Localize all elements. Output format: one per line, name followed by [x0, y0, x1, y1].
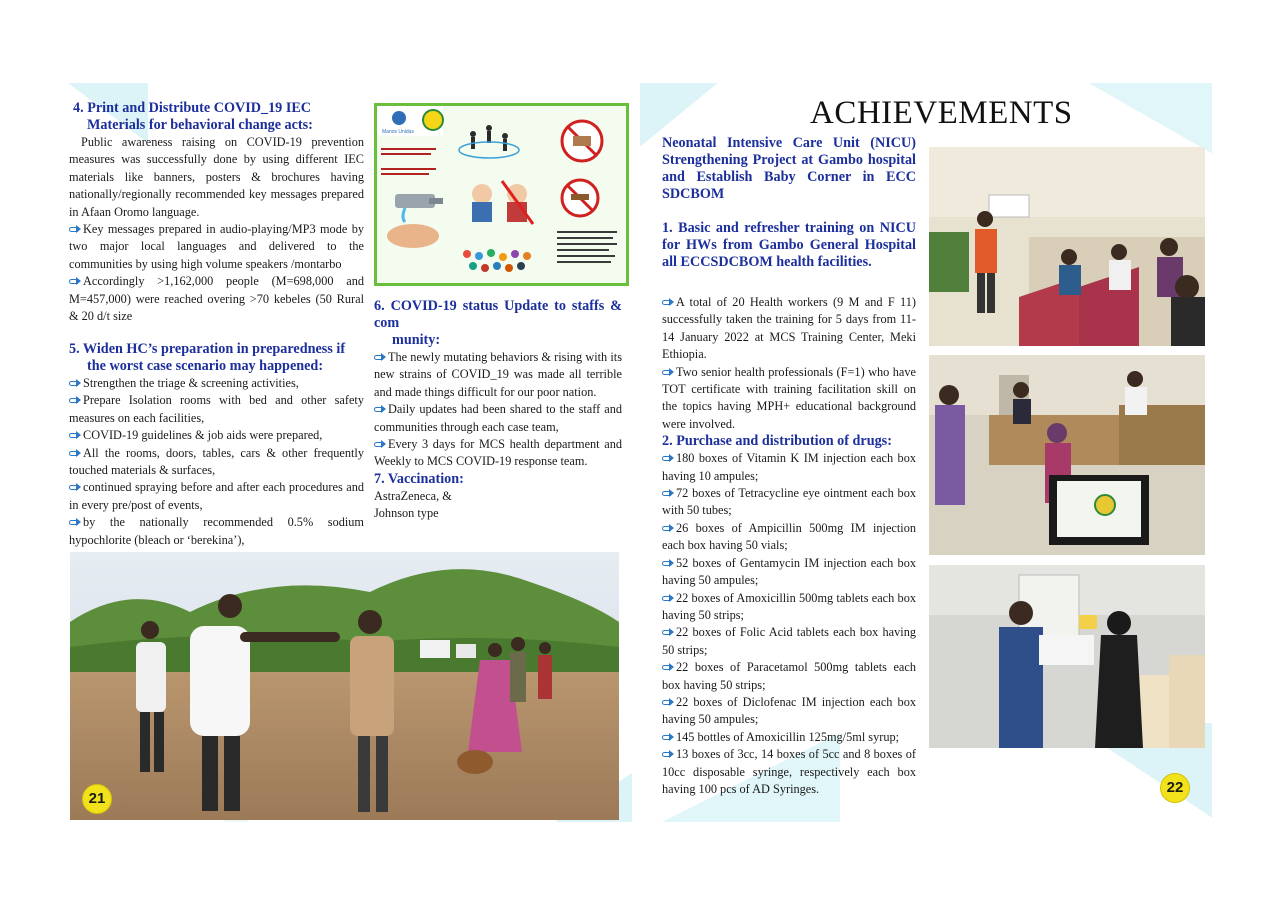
bullet-item: 145 bottles of Amoxicillin 125mg/5ml syrup;	[662, 729, 916, 746]
section-covid-status-update	[374, 298, 622, 523]
bullet-item: COVID-19 guidelines & job aids were prepared,	[69, 427, 364, 444]
arrow-bullet-icon	[69, 224, 82, 233]
page-number-badge: 21	[82, 784, 112, 814]
bullet-item: 180 boxes of Vitamin K IM injection each box having 10 ampules;	[662, 451, 916, 483]
paragraph: Public awareness raising on COVID-19 prevention measures was successfully done by using different IEC materials like banners, posters & brochures having nationally/regionally recommended key messages prepared in Afaan Oromo language.	[69, 135, 364, 219]
section-iec-materials	[69, 100, 364, 325]
section-heading: 4. Print and Distribute COVID_19 IEC Materials for behavioral change acts:	[73, 100, 313, 133]
poster-org-name: Manos Unidas	[382, 129, 414, 135]
section-heading: 5. Widen HC’s preparation in preparedness if the worst case scenario may happened:	[69, 341, 346, 374]
arrow-bullet-icon	[69, 378, 82, 387]
section-heading: 2. Purchase and distribution of drugs:	[662, 433, 892, 450]
arrow-bullet-icon	[662, 523, 675, 532]
arrow-bullet-icon	[662, 488, 675, 497]
bullet-item: 52 boxes of Gentamycin IM injection each box having 50 ampules;	[662, 555, 916, 588]
arrow-bullet-icon	[374, 404, 387, 413]
bullet-item: Prepare Isolation rooms with bed and other safety measures on each facilities,	[69, 393, 364, 425]
arrow-bullet-icon	[662, 593, 675, 602]
arrow-bullet-icon	[662, 662, 675, 671]
arrow-bullet-icon	[374, 352, 387, 361]
arrow-bullet-icon	[662, 697, 675, 706]
arrow-bullet-icon	[662, 297, 675, 306]
covid-screening-photo	[70, 552, 619, 820]
bullet-item: Daily updates had been shared to the staff and communities through each case team,	[374, 402, 622, 434]
arrow-bullet-icon	[69, 448, 82, 457]
bullet-item: continued spraying before and after each procedures and in every pre/post of events,	[69, 480, 364, 512]
poster-artwork	[377, 106, 626, 283]
bullet-item: 22 boxes of Amoxicillin 500mg tablets each box having 50 strips;	[662, 590, 916, 622]
bullet-item: A total of 20 Health workers (9 M and F 11) successfully taken the training for 5 days from 11-14 January 2022 at MCS Training Center, Meki Ethiopia.	[662, 295, 916, 362]
bullet-item: by the nationally recommended 0.5% sodium hypochlorite (bleach or ‘berekina’),	[69, 515, 364, 547]
arrow-bullet-icon	[69, 517, 82, 526]
bullet-item: All the rooms, doors, tables, cars & other frequently touched materials & surfaces,	[69, 445, 364, 478]
bullet-item: Accordingly >1,162,000 people (M=698,000 and M=457,000) were reached overing >70 kebeles (50 Rural & 20 d/t size	[69, 274, 364, 324]
section-hc-preparedness	[69, 341, 364, 549]
arrow-bullet-icon	[69, 482, 82, 491]
arrow-bullet-icon	[69, 430, 82, 439]
photo-drug-handover	[929, 565, 1205, 748]
bullet-item: Strengthen the triage & screening activities,	[69, 375, 364, 392]
arrow-bullet-icon	[69, 276, 82, 285]
vaccine-line: AstraZeneca, &	[374, 488, 452, 503]
bullet-item: Every 3 days for MCS health department and Weekly to MCS COVID-19 response team.	[374, 437, 622, 469]
bullet-item: Key messages prepared in audio-playing/MP3 mode by two major local languages and delivered to the communities by using high volume speakers /montarbo	[69, 222, 364, 271]
covid-iec-poster	[374, 103, 629, 286]
bullet-item: The newly mutating behaviors & rising with its new strains of COVID_19 was made all terrible and made things difficult for our poor nation.	[374, 350, 622, 399]
training-session-photo	[929, 147, 1205, 346]
section-nicu-project	[662, 135, 916, 798]
photo-field-screening	[70, 552, 619, 820]
page-number-badge: 22	[1160, 773, 1190, 803]
arrow-bullet-icon	[374, 439, 387, 448]
arrow-bullet-icon	[662, 749, 675, 758]
photo-health-workers-meeting	[929, 355, 1205, 555]
drug-distribution-photo	[929, 565, 1205, 748]
bullet-item: 22 boxes of Paracetamol 500mg tablets each box having 50 strips;	[662, 660, 916, 692]
arrow-bullet-icon	[662, 367, 675, 376]
bullet-item: Two senior health professionals (F=1) who have TOT certificate with training facilitation skill on the topics having MPH+ educational background were involved.	[662, 364, 916, 431]
arrow-bullet-icon	[662, 627, 675, 636]
bullet-item: 26 boxes of Ampicillin 500mg IM injection each box having 50 vials;	[662, 520, 916, 553]
bullet-item: 22 boxes of Folic Acid tablets each box having 50 strips;	[662, 625, 916, 657]
arrow-bullet-icon	[662, 453, 675, 462]
photo-training-room	[929, 147, 1205, 346]
page-title: ACHIEVEMENTS	[810, 95, 1073, 131]
bullet-item: 72 boxes of Tetracycline eye ointment each box with 50 tubes;	[662, 486, 916, 518]
arrow-bullet-icon	[69, 395, 82, 404]
bullet-item: 22 boxes of Diclofenac IM injection each box having 50 ampules;	[662, 694, 916, 727]
arrow-bullet-icon	[662, 732, 675, 741]
vaccine-line: Johnson type	[374, 506, 439, 521]
section-heading: 1. Basic and refresher training on NICU for HWs from Gambo General Hospital all ECCSDCBOM health facilities.	[662, 220, 916, 270]
project-heading: Neonatal Intensive Care Unit (NICU) Strengthening Project at Gambo hospital and Establish Baby Corner in ECC SDCBOM	[662, 135, 916, 202]
arrow-bullet-icon	[662, 558, 675, 567]
section-heading: 7. Vaccination:	[374, 470, 464, 487]
health-workers-photo	[929, 355, 1205, 555]
bullet-item: 13 boxes of 3cc, 14 boxes of 5cc and 8 boxes of 10cc disposable syringe, respectively each box having 100 pcs of AD Syringes.	[662, 747, 916, 796]
section-heading: 6. COVID-19 status Update to staffs & com munity:	[374, 298, 622, 348]
